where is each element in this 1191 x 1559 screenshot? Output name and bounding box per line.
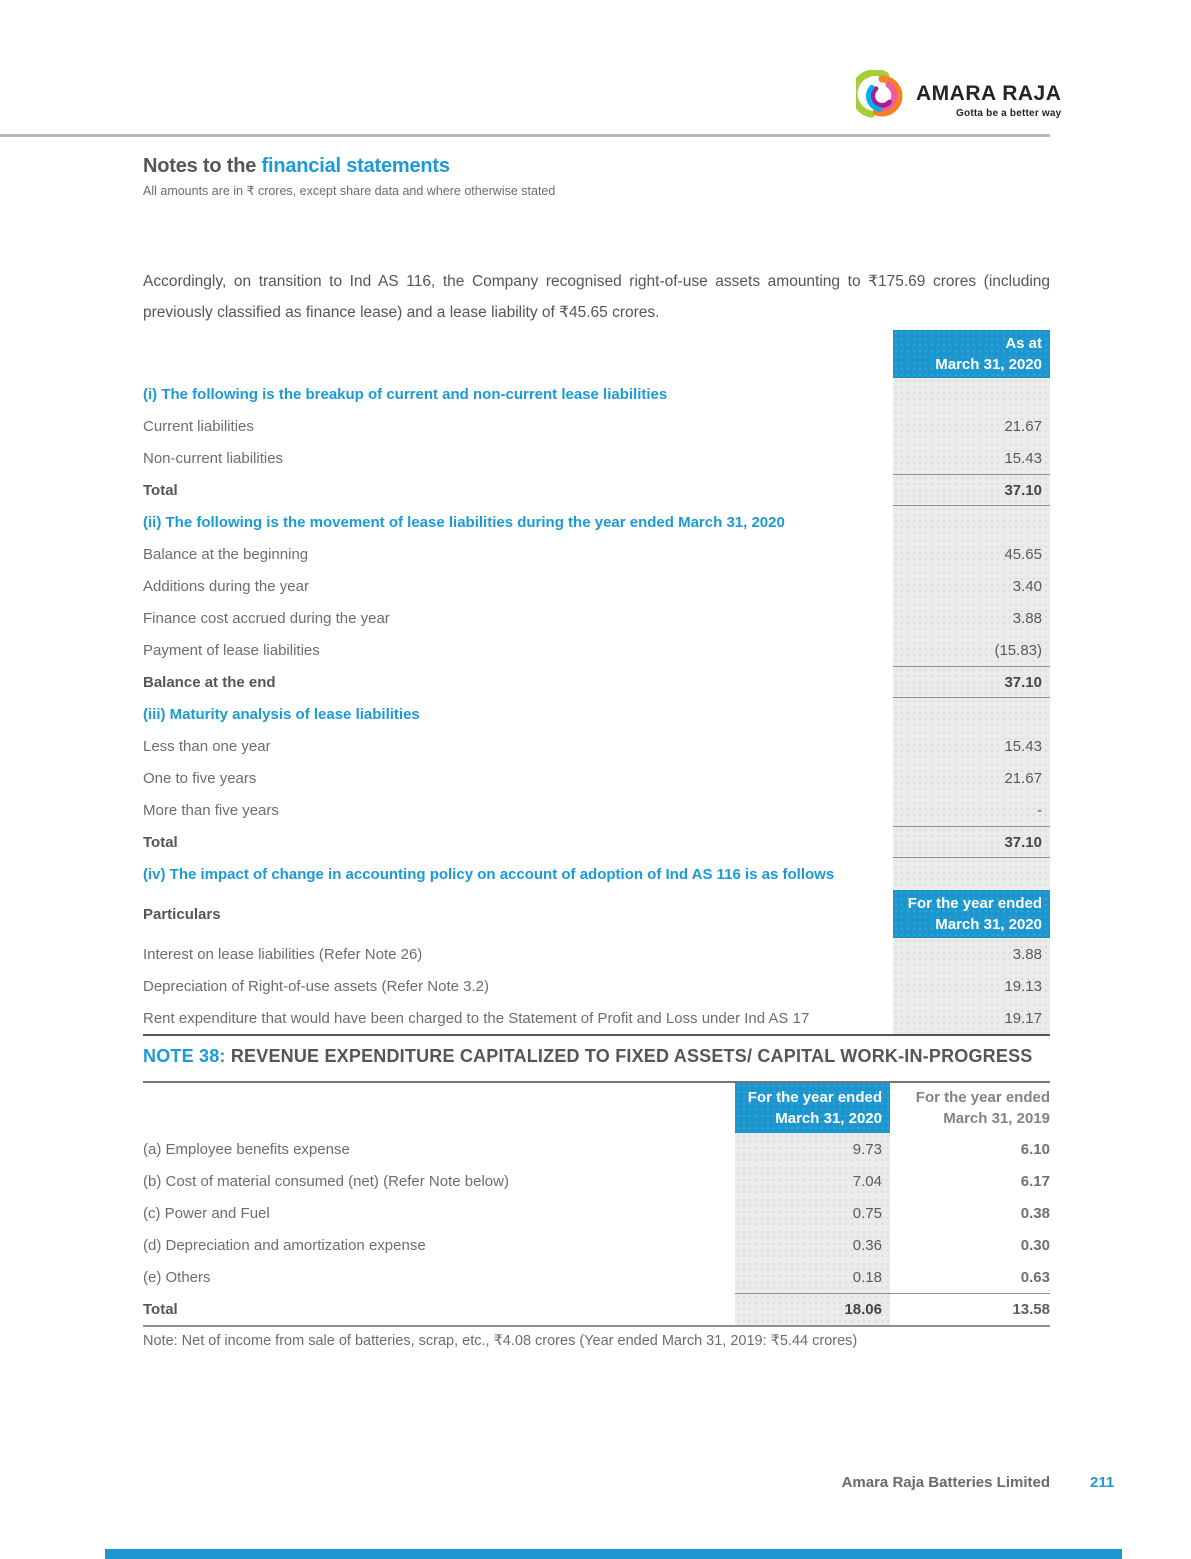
column-header-asat-2020 [893,330,1050,378]
row-label: Payment of lease liabilities [143,641,320,659]
value-fy2019: 0.30 [1020,1236,1050,1254]
table-row [143,970,1050,1002]
note-38-section [143,1044,1050,1349]
row-value: 3.40 [893,570,1050,602]
table-row [143,762,1050,794]
column-header-fy2019 [890,1083,1050,1133]
lease-table-header-spacer [143,330,893,378]
table-row-total [143,474,1050,506]
column-header-line1: For the year ended [907,895,1042,912]
lease-table-header-row [143,330,1050,378]
table-bottom-border [143,1034,1050,1036]
row-value: 3.88 [893,602,1050,634]
table-row-section [143,698,1050,730]
table-row [143,730,1050,762]
page-subtitle: All amounts are in ₹ crores, except share data and where otherwise stated [143,184,556,198]
particulars-label: Particulars [143,905,221,923]
column-header-fy2020 [735,1083,890,1133]
column-header-line2: March 31, 2020 [935,356,1042,373]
row-label: Finance cost accrued during the year [143,609,390,627]
row-label: (e) Others [143,1268,211,1286]
row-label: Non-current liabilities [143,449,284,467]
table-row [143,1133,1050,1165]
row-label: Depreciation of Right-of-use assets (Refer Note 3.2) [143,977,489,995]
note-38-number: NOTE 38: [143,1046,226,1066]
brand-text [916,82,1061,119]
table-row [143,442,1050,474]
row-value: 45.65 [893,538,1050,570]
table-row [143,1197,1050,1229]
row-label: One to five years [143,769,257,787]
column-header-line1: For the year ended [747,1089,882,1106]
doc-header [143,155,1050,198]
brand-name: AMARA RAJA [916,82,1062,105]
table-row-section [143,506,1050,538]
brand-tagline: Gotta be a better way [956,108,1062,119]
column-header-line2: March 31, 2020 [935,916,1042,933]
table-row [143,538,1050,570]
row-value: 15.43 [893,730,1050,762]
table-row [143,938,1050,970]
row-value: 3.88 [893,938,1050,970]
value-fy2020: 7.04 [735,1165,890,1197]
row-value: - [893,794,1050,826]
table-bottom-border [143,1325,1050,1327]
row-label: (b) Cost of material consumed (net) (Refer Note below) [143,1172,509,1190]
row-label: Total [143,833,178,851]
row-value [893,506,1050,538]
value-fy2020: 9.73 [735,1133,890,1165]
amara-raja-logo-icon [856,70,908,122]
table-row [143,1229,1050,1261]
row-value: 37.10 [893,826,1050,858]
note-38-footnote: Note: Net of income from sale of batteries, scrap, etc., ₹4.08 crores (Year ended March 31, 2019: ₹5.44 crores) [143,1332,858,1349]
row-value: 15.43 [893,442,1050,474]
row-value: 21.67 [893,762,1050,794]
note-38-header-row [143,1083,1050,1133]
row-label: Additions during the year [143,577,309,595]
table-row [143,1261,1050,1293]
bottom-accent-bar [105,1549,1122,1559]
page-title-accent: financial statements [261,155,450,177]
table-row [143,570,1050,602]
row-label: Balance at the beginning [143,545,309,563]
table-row-subheader [143,890,1050,938]
column-header-line1: As at [1005,335,1042,352]
section-heading: (iv) The impact of change in accounting policy on account of adoption of Ind AS 116 is as follows [143,865,835,883]
value-fy2020: 0.75 [735,1197,890,1229]
table-row [143,1165,1050,1197]
table-row [143,410,1050,442]
table-row-total [143,1293,1050,1325]
table-row-total [143,666,1050,698]
section-heading: (ii) The following is the movement of lease liabilities during the year ended March 31, 2020 [143,513,785,531]
column-header-line2: March 31, 2019 [943,1110,1050,1127]
table-row-section [143,858,1050,890]
row-value [893,378,1050,410]
row-label: More than five years [143,801,279,819]
value-fy2019: 0.38 [1020,1204,1050,1222]
row-value [893,858,1050,890]
row-value [893,698,1050,730]
page-footer [143,1474,1123,1496]
brand-header [856,70,1061,122]
value-fy2019: 6.17 [1020,1172,1050,1190]
row-label: Rent expenditure that would have been charged to the Statement of Profit and Loss under Ind AS 17 [143,1009,810,1027]
value-fy2019: 6.10 [1020,1140,1050,1158]
row-label: Total [143,481,178,499]
row-label: Balance at the end [143,673,276,691]
column-header-line1: For the year ended [915,1089,1050,1106]
page-title [143,155,1050,178]
table-row [143,602,1050,634]
page-title-prefix: Notes to the [143,155,262,177]
table-row-total [143,826,1050,858]
row-label: (c) Power and Fuel [143,1204,270,1222]
table-row [143,794,1050,826]
note-38-title-text: REVENUE EXPENDITURE CAPITALIZED TO FIXED ASSETS/ CAPITAL WORK-IN-PROGRESS [230,1046,1033,1066]
table-row [143,634,1050,666]
row-value: (15.83) [893,634,1050,666]
column-header-fy2020 [893,890,1050,938]
row-value: 37.10 [893,666,1050,698]
section-heading: (i) The following is the breakup of current and non-current lease liabilities [143,385,668,403]
value-fy2020: 0.36 [735,1229,890,1261]
row-label: Interest on lease liabilities (Refer Note 26) [143,945,423,963]
row-label: (d) Depreciation and amortization expense [143,1236,426,1254]
table-row-section [143,378,1050,410]
section-heading: (iii) Maturity analysis of lease liabilities [143,705,420,723]
value-fy2019: 0.63 [1020,1268,1050,1286]
value-fy2020: 0.18 [735,1261,890,1293]
table-row [143,1002,1050,1034]
row-label: Total [143,1300,178,1318]
footer-company-name: Amara Raja Batteries Limited [841,1474,1050,1491]
row-value: 19.13 [893,970,1050,1002]
row-label: Current liabilities [143,417,254,435]
page-number: 211 [1090,1474,1115,1491]
row-label: Less than one year [143,737,271,755]
note-38-heading [143,1044,1050,1068]
note-38-header-spacer [143,1083,735,1133]
row-value: 21.67 [893,410,1050,442]
value-fy2019: 13.58 [890,1293,1050,1325]
row-label: (a) Employee benefits expense [143,1140,350,1158]
row-value: 37.10 [893,474,1050,506]
value-fy2020: 18.06 [735,1293,890,1325]
column-header-line2: March 31, 2020 [775,1110,882,1127]
header-divider [0,134,1050,137]
lease-liabilities-table [143,330,1050,1036]
intro-paragraph: Accordingly, on transition to Ind AS 116, the Company recognised right-of-use assets amounting to ₹175.69 crores (including previously classified as finance lease) and a lease liability of ₹45.65 crores. [143,273,1050,321]
row-value: 19.17 [893,1002,1050,1034]
